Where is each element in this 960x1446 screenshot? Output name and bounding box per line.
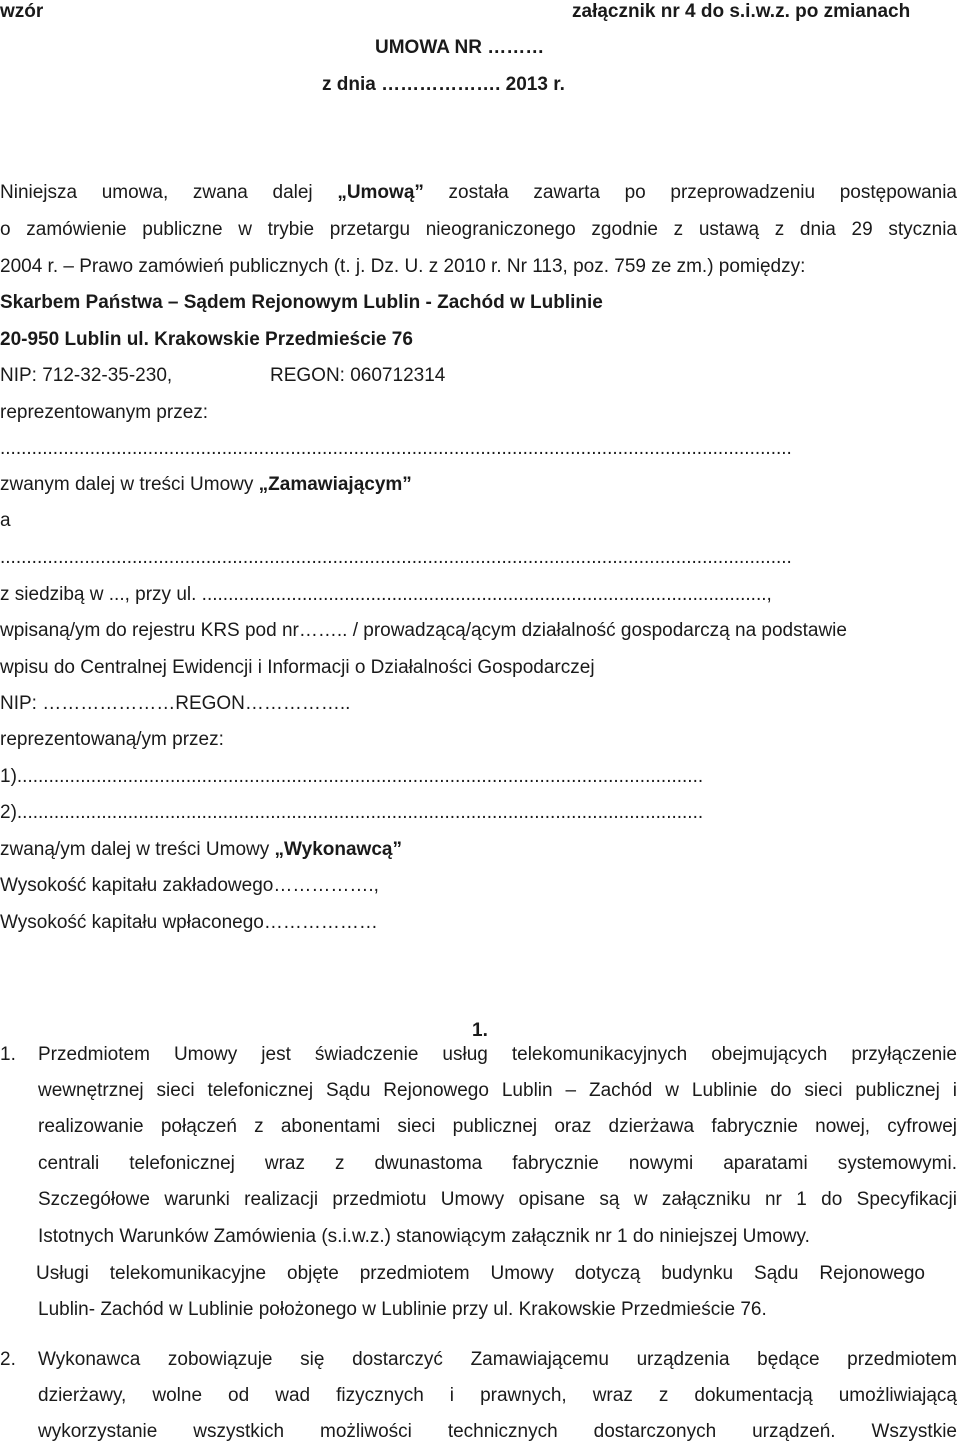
- party2-nip-regon: NIP: …………………REGON……………..: [0, 693, 351, 714]
- template-label: wzór: [0, 1, 44, 22]
- item-1-line: Lublin- Zachód w Lublinie położonego w Lublinie przy ul. Krakowskie Przedmieście 76.: [38, 1299, 767, 1320]
- party2-represented: reprezentowaną/ym przez:: [0, 729, 224, 750]
- party2-register: wpisaną/ym do rejestru KRS pod nr…….. / prowadzącą/ącym działalność gospodarczą na podstawie: [0, 620, 847, 641]
- party1-represented: reprezentowanym przez:: [0, 402, 209, 423]
- party2-called: zwaną/ym dalej w treści Umowy „Wykonawcą”: [0, 839, 402, 860]
- contract-date: z dnia ………………. 2013 r.: [322, 74, 565, 95]
- intro-line-2: o zamówienie publiczne w trybie przetargu nieograniczonego zgodnie z ustawą z dnia 29 stycznia: [0, 219, 957, 240]
- party2-dots: ......................................................................................................................................................: [0, 547, 792, 568]
- capital-share: Wysokość kapitału zakładowego…………….,: [0, 875, 379, 896]
- item-1-line: centrali telefonicznej wraz z dwunastoma fabrycznie nowymi aparatami systemowymi.: [38, 1153, 957, 1174]
- section-heading: 1.: [472, 1020, 488, 1041]
- party2-ceidg: wpisu do Centralnej Ewidencji i Informacji o Działalności Gospodarczej: [0, 657, 595, 678]
- item-1-line: Usługi telekomunikacyjne objęte przedmiotem Umowy dotyczą budynku Sądu Rejonowego: [36, 1263, 925, 1284]
- item-1-line: wewnętrznej sieci telefonicznej Sądu Rejonowego Lublin – Zachód w Lublinie do sieci publicznej i: [38, 1080, 957, 1101]
- party1-address: 20-950 Lublin ul. Krakowskie Przedmieście 76: [0, 329, 413, 350]
- party2-seat: z siedzibą w ..., przy ul. ...........................................................................................................,: [0, 584, 772, 605]
- capital-paid: Wysokość kapitału wpłaconego………………: [0, 912, 378, 933]
- term-zamawiajacy: „Zamawiającym”: [258, 474, 412, 495]
- item-1-number: 1.: [0, 1044, 16, 1065]
- party2-rep-1: 1)..................................................................................................................................: [0, 766, 704, 787]
- party1-called: zwanym dalej w treści Umowy „Zamawiającym”: [0, 474, 412, 495]
- intro-line-3: 2004 r. – Prawo zamówień publicznych (t. j. Dz. U. z 2010 r. Nr 113, poz. 759 ze zm.) pomiędzy:: [0, 256, 806, 277]
- party1-dots: ......................................................................................................................................................: [0, 438, 792, 459]
- item-2-line: wykorzystanie wszystkich możliwości technicznych dostarczonych urządzeń. Wszystkie: [38, 1421, 957, 1442]
- party1-nip: NIP: 712-32-35-230,: [0, 365, 173, 386]
- party1-regon: REGON: 060712314: [270, 365, 446, 386]
- intro-line-1: Niniejsza umowa, zwana dalej „Umową” została zawarta po przeprowadzeniu postępowania: [0, 182, 957, 203]
- contract-title: UMOWA NR ………: [375, 37, 545, 58]
- item-1-line: realizowanie połączeń z abonentami sieci publicznej oraz dzierżawa fabrycznie nowej, cyfrowej: [38, 1116, 957, 1137]
- party1-name: Skarbem Państwa – Sądem Rejonowym Lublin - Zachód w Lublinie: [0, 292, 603, 313]
- item-1-line: Istotnych Warunków Zamówienia (s.i.w.z.) stanowiącym załącznik nr 1 do niniejszej Umowy.: [38, 1226, 810, 1247]
- item-1-line: Szczegółowe warunki realizacji przedmiotu Umowy opisane są w załączniku nr 1 do Specyfikacji: [38, 1189, 957, 1210]
- item-2-line: Wykonawca zobowiązuje się dostarczyć Zamawiającemu urządzenia będące przedmiotem: [38, 1349, 957, 1370]
- item-2-number: 2.: [0, 1349, 16, 1370]
- term-wykonawca: „Wykonawcą”: [274, 839, 402, 860]
- item-2-line: dzierżawy, wolne od wad fizycznych i prawnych, wraz z dokumentacją umożliwiającą: [38, 1385, 957, 1406]
- party2-rep-2: 2)..................................................................................................................................: [0, 802, 704, 823]
- conjunction-a: a: [0, 510, 11, 531]
- term-umowa: „Umową”: [337, 182, 424, 203]
- item-1-line: Przedmiotem Umowy jest świadczenie usług telekomunikacyjnych obejmujących przyłączenie: [38, 1044, 957, 1065]
- attachment-note: załącznik nr 4 do s.i.w.z. po zmianach: [572, 1, 911, 22]
